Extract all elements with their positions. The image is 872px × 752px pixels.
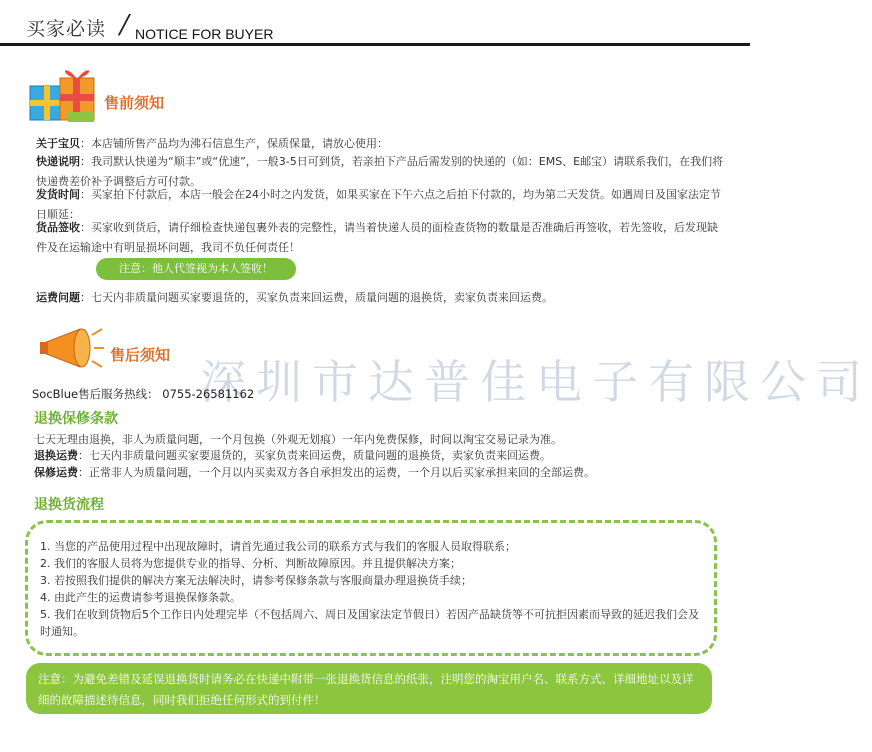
header-slash: /: [116, 10, 132, 40]
header-divider: [0, 43, 750, 46]
row-label: 快递说明: [36, 155, 80, 168]
row-label: 货品签收: [36, 221, 80, 234]
row-label: 运费问题: [36, 291, 80, 304]
process-step: 1. 当您的产品使用过程中出现故障时，请首先通过我公司的联系方式与我们的客服人员取得联系；: [40, 540, 516, 553]
aftersale-title: 售后须知: [110, 346, 171, 364]
warranty-freight-row: [34, 463, 724, 483]
sign-notice-pill: 注意：他人代签视为本人签收！: [96, 258, 296, 280]
presale-row-about: [36, 134, 726, 154]
header-title-en: NOTICE FOR BUYER: [135, 26, 274, 42]
presale-row-receipt: [36, 218, 726, 258]
bottom-notice: 注意：为避免差错及延误退换货时请务必在快递中附带一张退换货信息的纸张，注明您的淘宝用户名、联系方式、详细地址以及详细的故障描述待信息，同时我们拒绝任何形式的到付件！: [26, 663, 712, 714]
process-step: 5. 我们在收到货物后5个工作日内处理完毕（不包括周六、周日及国家法定节假日）若因产品缺货等不可抗拒因素而导致的延迟我们会及时通知。: [40, 608, 699, 638]
row-label: 退换运费: [34, 449, 78, 462]
presale-title: 售前须知: [104, 94, 165, 112]
process-title: 退换货流程: [34, 497, 104, 513]
row-label: 关于宝贝: [36, 137, 80, 150]
megaphone-icon: [40, 325, 106, 371]
row-text: ：七天内非质量问题买家要退货的，买家负责来回运费，质量问题的退换货，卖家负责来回运费。: [80, 291, 553, 304]
row-text: ：买家拍下付款后，本店一般会在24小时之内发货，如果买家在下午六点之后拍下付款的，均为第二天发货。如遇周日及国家法定节日顺延：: [36, 188, 721, 221]
row-text: ：买家收到货后，请仔细检查快递包裹外表的完整性，请当着快递人员的面检查货物的数量是否准确后再签收，若先签收，后发现缺件及在运输途中有明显损坏问题，我司不负任何责任！: [36, 221, 718, 254]
row-text: ：正常非人为质量问题，一个月以内买卖双方各自承担发出的运费，一个月以后买家承担来回的全部运费。: [78, 466, 595, 479]
row-text: ：本店铺所售产品均为沸石信息生产，保质保量，请放心使用：: [80, 137, 388, 150]
gift-box-icon: [28, 64, 98, 124]
process-step: 4. 由此产生的运费请参考退换保修条款。: [40, 591, 241, 604]
row-text: ：七天内非质量问题买家要退货的，买家负责来回运费，质量问题的退换货，卖家负责来回运费。: [78, 449, 551, 462]
hotline: SocBlue售后服务热线： 0755-26581162: [32, 387, 255, 401]
warranty-line: 七天无理由退换，非人为质量问题，一个月包换（外观无划痕）一年内免费保修，时间以淘宝交易记录为准。: [34, 433, 562, 446]
header-title-cn: 买家必读: [26, 18, 107, 40]
company-watermark: 深圳市达普佳电子有限公司: [200, 355, 872, 409]
process-steps: [40, 538, 700, 640]
row-label: 发货时间: [36, 188, 80, 201]
warranty-title: 退换保修条款: [34, 411, 118, 427]
presale-row-freight: [36, 288, 726, 308]
process-step: 2. 我们的客服人员将为您提供专业的指导、分析、判断故障原因。并且提供解决方案；: [40, 557, 461, 570]
process-step: 3. 若按照我们提供的解决方案无法解决时，请参考保修条款与客服商量办理退换货手续；: [40, 574, 472, 587]
row-label: 保修运费: [34, 466, 78, 479]
row-text: ：我司默认快递为“顺丰”或“优速”，一般3-5日可到货，若亲拍下产品后需发别的快递的（如：EMS、E邮宝）请联系我们，在我们将快递费差价补予调整后方可付款。: [36, 155, 724, 188]
